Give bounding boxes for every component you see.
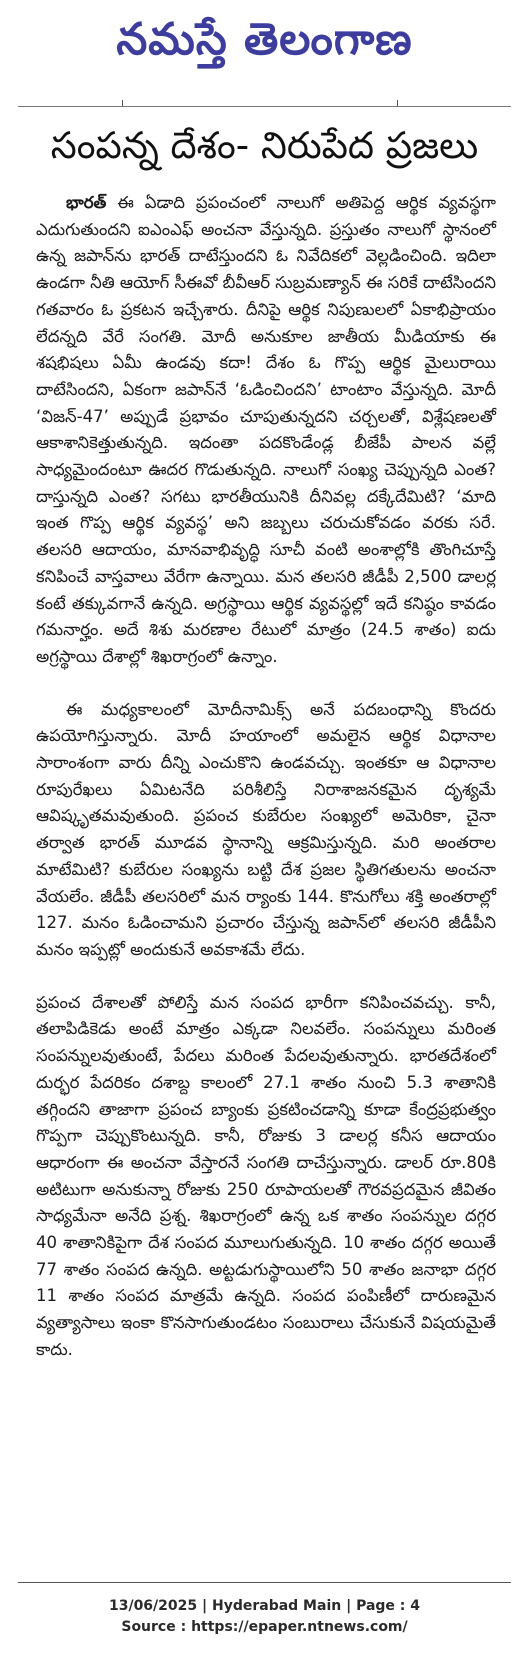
source-link: Source : https://epaper.ntnews.com/ bbox=[121, 1619, 408, 1635]
divider bbox=[18, 1582, 511, 1583]
article-headline: సంపన్న దేశం- నిరుపేద ప్రజలు bbox=[50, 124, 479, 167]
masthead bbox=[0, 0, 529, 96]
lead-word: భారత్ bbox=[66, 193, 107, 212]
paragraph-1 bbox=[36, 190, 496, 671]
footer bbox=[0, 1596, 529, 1638]
paragraph-1-text: ఈ ఏడాది ప్రపంచంలో నాలుగో అతిపెద్ద ఆర్థిక వ్యవస్థగా ఎదుగుతుందని ఐఎంఎఫ్ అంచనా వేస్తున్నది. ప్రస్తుతం నాలుగో స్థానంలో ఉన్న జపాన్‌ను భారత్ దాటేస్తుందని ఓ నివేదికలో వెల్లడించింది. ఇదిలా ఉండగా నీతి ఆయోగ్ సీఈవో బీవీఆర్ సుబ్రమణ్యాన్ ఈ సరికే దాటేసిందని గతవారం ఓ ప్రకటన ఇచ్చేశారు. దీనిపై ఆర్థిక నిపుణులలో ఏకాభిప్రాయం లేదన్నది వేరే సంగతి. మోదీ అనుకూల జాతీయ మీడియాకు ఈ శషభిషలు ఏమీ ఉండవు కదా! దేశం ఓ గొప్ప ఆర్థిక మైలురాయి దాటేసిందని, ఏకంగా జపాన్‌నే ‘ఓడించిందని’ టాంటాం వేస్తున్నది. మోదీ ‘విజన్-47’ అప్పుడే ప్రభావం చూపుతున్నదని చర్చలతో, విశ్లేషణలతో ఆకాశానికెత్తుతున్నది. ఇదంతా పదకొండేండ్ల బీజేపీ పాలన వల్లే సాధ్యమైందంటూ ఊదర గొడుతున్నది. నాలుగో సంఖ్య చెప్పున్నది ఎంత? దాస్తున్నది ఎంత? సగటు భారతీయునికి దీనివల్ల దక్కేదేమిటి? ‘మాది ఇంత గొప్ప ఆర్థిక వ్యవస్థ’ అని జబ్బలు చరుచుకోవడం వరకు సరే. తలసరి ఆదాయం, మానవాభివృద్ధి సూచీ వంటి అంశాల్లోకి తొంగిచూస్తే కనిపించే వాస్తవాలు వేరేగా ఉన్నాయి. మన తలసరి జీడీపీ 2,500 డాలర్ల కంటే తక్కువగానే ఉన్నది. అగ్రస్థాయి ఆర్థిక వ్యవస్థల్లో ఇదే కనిష్ఠం కావడం గమనార్హం. అదే శిశు మరణాల రేటులో మాత్రం (24.5 శాతం) ఐదు అగ్రస్థాయి దేశాల్లో శిఖరాగ్రంలో ఉన్నాం. bbox=[36, 193, 496, 666]
newspaper-logo: నమస్తే తెలంగాణ bbox=[116, 14, 413, 65]
paragraph-2: ఈ మధ్యకాలంలో మోదీనామిక్స్ అనే పదబంధాన్ని కొందరు ఉపయోగిస్తున్నారు. మోదీ హయాంలో అమలైన ఆర్థిక విధానాల సారాంశంగా వారు దీన్ని ఎంచుకొని ఉండవచ్చు. ఇంతకూ ఆ విధానాల రూపురేఖలు ఏమిటనేది పరిశీలిస్తే నిరాశాజనకమైన దృశ్యమే ఆవిష్కృతమవుతుంది. ప్రపంచ కుబేరుల సంఖ్యలో అమెరికా, చైనా తర్వాత భారత్ మూడవ స్థానాన్ని ఆక్రమిస్తున్నది. మరి అంతరాల మాటేమిటి? కుబేరుల సంఖ్యను బట్టి దేశ ప్రజల స్థితిగతులను అంచనా వేయలేం. జీడీపీ తలసరిలో మన ర్యాంకు 144. కొనుగోలు శక్తి అంతరాల్లో 127. మనం ఓడించామని ప్రచారం చేస్తున్న జపాన్‌లో తలసరి జీడీపీని మనం ఇప్పట్లో అందుకునే అవకాశమే లేదు. bbox=[36, 699, 496, 959]
paragraph-3: ప్రపంచ దేశాలతో పోలిస్తే మన సంపద భారీగా కనిపించవచ్చు. కానీ, తలాపిడికెడు అంటే మాత్రం ఎక్కడా నిలవలేం. సంపన్నులు మరింత సంపన్నులవుతుంటే, పేదలు మరింత పేదలవుతున్నారు. భారతదేశంలో దుర్భర పేదరికం దశాబ్ద కాలంలో 27.1 శాతం నుంచి 5.3 శాతానికి తగ్గిందని తాజాగా ప్రపంచ బ్యాంకు ప్రకటించడాన్ని కూడా కేంద్రప్రభుత్వం గొప్పగా చెప్పుకొంటున్నది. కానీ, రోజుకు 3 డాలర్ల కనీస ఆదాయం ఆధారంగా ఈ అంచనా వేస్తారనే సంగతి దాచేస్తున్నారు. డాలర్ రూ.80కి అటిటుగా అనుకున్నా రోజుకు 250 రూపాయలతో గౌరవప్రదమైన జీవితం సాధ్యమేనా అనేది ప్రశ్న. శిఖరాగ్రంలో ఉన్న ఒక శాతం సంపన్నుల దగ్గర 40 శాతానికిపైగా దేశ సంపద మూలుగుతున్నది. 10 శాతం దగ్గర అయితే 77 శాతం సంపద ఉన్నది. అట్టడుగుస్థాయిలోని 50 శాతం జనాభా దగ్గర 11 శాతం సంపద మాత్రమే ఉన్నది. సంపద పంపిణీలో దారుణమైన వ్యత్యాసాలు ఇంకా కొనసాగుతుండటం సంబురాలు చేసుకునే విషయమైతే కాదు. bbox=[36, 992, 496, 1359]
edition-info: 13/06/2025 | Hyderabad Main | Page : 4 bbox=[108, 1598, 421, 1614]
article-body bbox=[36, 190, 496, 1390]
divider bbox=[18, 106, 511, 107]
